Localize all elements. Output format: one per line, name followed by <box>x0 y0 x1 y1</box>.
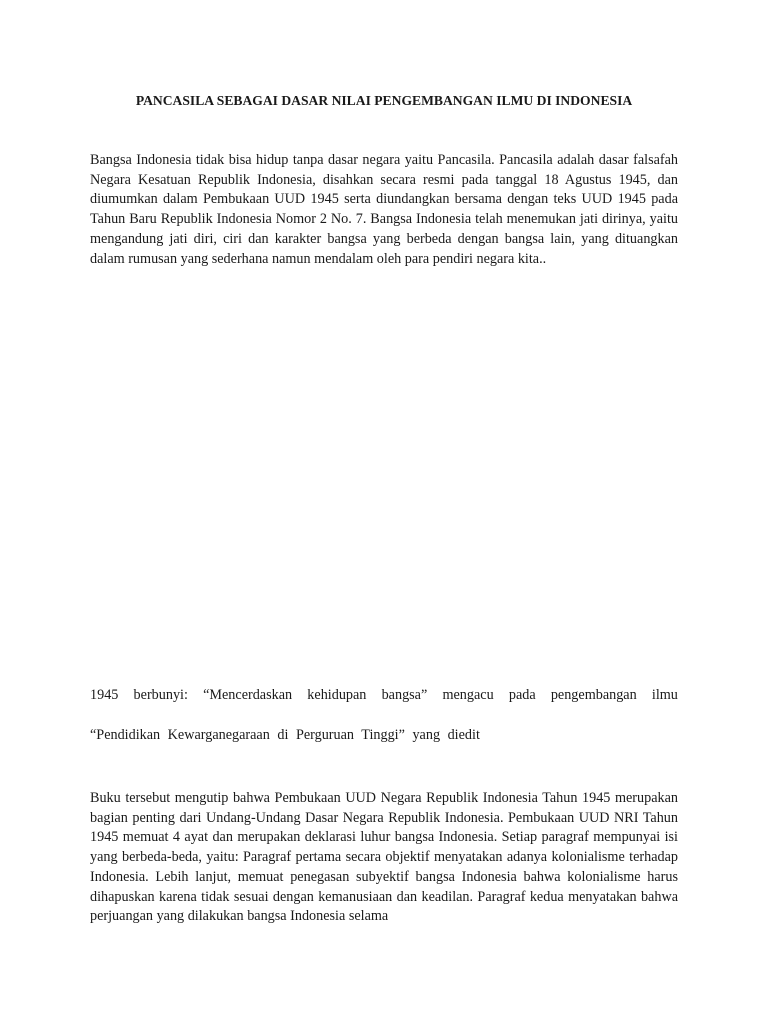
fragment-word: pengembangan <box>550 687 637 703</box>
document-title: PANCASILA SEBAGAI DASAR NILAI PENGEMBANGAN ILMU DI INDONESIA <box>135 93 633 108</box>
fragment-word: “Mencerdaskan <box>203 687 293 703</box>
fragment-word: kehidupan <box>307 687 367 703</box>
fragment-text: “Pendidikan Kewarganegaraan di Perguruan Tinggi” yang diedit <box>90 727 480 743</box>
intro-paragraph: Bangsa Indonesia tidak bisa hidup tanpa dasar negara yaitu Pancasila. Pancasila adalah dasar falsafah Negara Kesatuan Republik Indonesia, disahkan secara resmi pada tanggal 18 Agustus 1945, dan diumumkan dalam Pembukaan UUD 1945 serta diundangkan bersama dengan teks UUD 1945 pada Tahun Baru Republik Indonesia Nomor 2 No. 7. Bangsa Indonesia telah menemukan jati dirinya, yaitu mengandung jati diri, ciri dan karakter bangsa yang berbeda dengan bangsa lain, yang dituangkan dalam rumusan yang sederhana namun mendalam oleh para pendiri negara kita.. <box>90 152 678 267</box>
fragment-line-1 <box>90 686 678 705</box>
fragment-word: bangsa” <box>381 687 428 703</box>
fragment-word: berbunyi: <box>133 687 188 703</box>
fragment-word: ilmu <box>651 687 678 703</box>
fragment-word: mengacu <box>442 687 494 703</box>
fragment-word: pada <box>508 687 536 703</box>
fragment-line-2 <box>90 726 678 745</box>
body-paragraph: Buku tersebut mengutip bahwa Pembukaan UUD Negara Republik Indonesia Tahun 1945 merupakan bagian penting dari Undang-Undang Dasar Negara Republik Indonesia. Pembukaan UUD NRI Tahun 1945 memuat 4 ayat dan merupakan deklarasi luhur bangsa Indonesia. Setiap paragraf mempunyai isi yang berbeda-beda, yaitu: Paragraf pertama secara objektif menyatakan adanya kolonialisme terhadap Indonesia. Lebih lanjut, memuat penegasan subyektif bangsa Indonesia bahwa kolonialisme harus dihapuskan karena tidak sesuai dengan kemanusiaan dan keadilan. Paragraf kedua menyatakan bahwa perjuangan yang dilakukan bangsa Indonesia selama <box>90 790 678 925</box>
fragment-word: 1945 <box>90 687 119 703</box>
